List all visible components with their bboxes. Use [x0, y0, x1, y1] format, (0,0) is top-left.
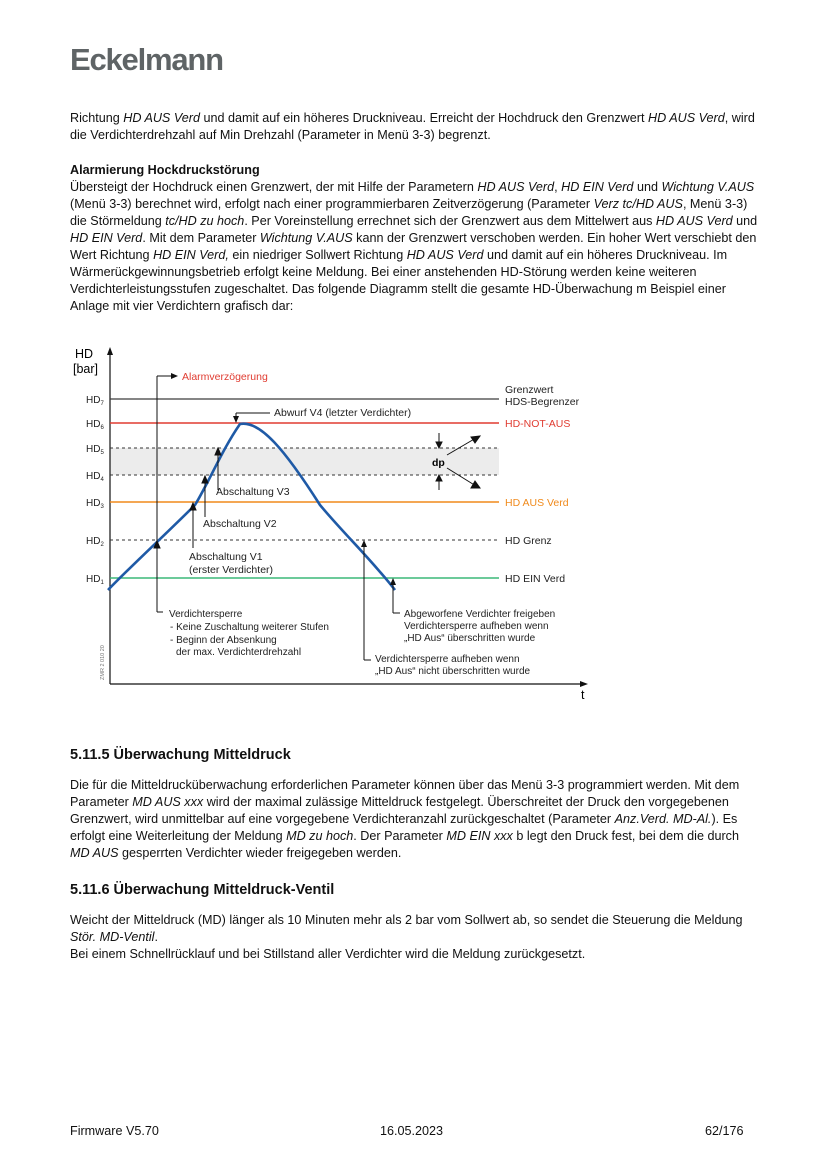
label-hd-aus-verd: HD AUS Verd	[505, 497, 569, 509]
figure-id: ZMR 2 010 20	[100, 645, 106, 680]
svg-text:HD1: $HD_1$	[86, 574, 104, 586]
label-aufheben-2: „HD Aus“ nicht überschritten wurde	[375, 666, 531, 677]
svg-text:HD2: $HD_2$	[86, 536, 104, 548]
label-freigeben-1: Abgeworfene Verdichter freigeben	[404, 609, 556, 620]
svg-text:HD3: $HD_3$	[86, 498, 104, 510]
alarm-section-heading: Alarmierung Hockdruckstörung	[70, 163, 260, 177]
svg-text:HD6: $HD_6$	[86, 419, 104, 431]
section-5116-text: Weicht der Mitteldruck (MD) länger als 10 Minuten mehr als 2 bar vom Sollwert ab, so sendet die Steuerung die Meldung Stör. MD-Ventil. Bei einem Schnellrücklauf und bei Stillstand aller Verdichter wird die Meldung zurückgesetzt.	[70, 913, 743, 961]
label-aufheben-1: Verdichtersperre aufheben wenn	[375, 654, 520, 665]
svg-text:HD5: $HD_5$	[86, 444, 104, 456]
label-alarmverzoegerung: Alarmverzögerung	[182, 371, 268, 383]
svg-text:- Beginn der Absenkung: - Beginn der Absenkung	[170, 635, 277, 646]
alarm-section-text: Übersteigt der Hochdruck einen Grenzwert, der mit Hilfe der Parametern HD AUS Verd, HD EIN Verd und Wichtung V.AUS (Menü 3-3) berechnet wird, erfolgt nach einer programmierbaren Zeitverzögerung (Parameter Verz tc/HD AUS, Menü 3-3) die Störmeldung tc/HD zu hoch. Per Voreinstellung errechnet sich der Grenzwert aus dem Mittelwert aus HD AUS Verd und HD EIN Verd. Mit dem Parameter Wichtung V.AUS kann der Grenzwert verschoben werden. Ein hoher Wert verschiebt den Wert Richtung HD EIN Verd, ein niedriger Sollwert Richtung HD AUS Verd und damit auf ein höheres Druckniveau. Im Wärmerückgewinnungsbetrieb erfolgt keine Meldung. Bei einer anstehenden HD-Störung werden keine weiteren Verdichterleistungsstufen zugeschaltet. Das folgende Diagramm stellt die gesamte HD-Überwachung m Beispiel einer Anlage mit vier Verdichtern grafisch dar:	[70, 180, 758, 313]
footer-firmware: Firmware V5.70	[70, 1124, 159, 1138]
label-abschaltung-v2: Abschaltung V2	[203, 518, 277, 530]
label-hd-not-aus: HD-NOT-AUS	[505, 418, 571, 430]
intro-paragraph: Richtung HD AUS Verd und damit auf ein höheres Druckniveau. Erreicht der Hochdruck den Grenzwert HD AUS Verd, wird die Verdichterdrehzahl auf Min Drehzahl (Parameter in Menü 3-3) begrenzt.	[70, 111, 755, 142]
eckelmann-logo: Eckelmann	[70, 42, 223, 77]
svg-text:- Keine Zuschaltung weiterer S: - Keine Zuschaltung weiterer Stufen	[170, 622, 329, 633]
label-hds-begrenzer: HDS-Begrenzer	[505, 396, 580, 408]
y-axis-unit: [bar]	[73, 362, 99, 376]
label-hd-ein-verd: HD EIN Verd	[505, 573, 566, 585]
dp-label: dp	[432, 457, 445, 469]
label-grenzwert: Grenzwert	[505, 384, 554, 396]
hd-monitoring-diagram	[0, 340, 827, 710]
section-5115-title: 5.11.5 Überwachung Mitteldruck	[70, 747, 291, 763]
label-freigeben-2: Verdichtersperre aufheben wenn	[404, 621, 549, 632]
svg-text:der max. Verdichterdrehzahl: der max. Verdichterdrehzahl	[176, 647, 302, 658]
svg-text:HD4: $HD_4$	[86, 471, 104, 483]
label-abwurf-v4: Abwurf V4 (letzter Verdichter)	[274, 407, 412, 419]
label-abschaltung-v1: Abschaltung V1	[189, 551, 263, 563]
level-labels	[86, 395, 104, 586]
section-5116-title: 5.11.6 Überwachung Mitteldruck-Ventil	[70, 882, 335, 898]
y-axis-label: HD	[75, 347, 94, 361]
footer-page-number: 62/176	[705, 1124, 744, 1138]
alarm-section	[70, 162, 760, 315]
label-erster-verdichter: (erster Verdichter)	[189, 564, 274, 576]
svg-text:HD7: $HD_7$	[86, 395, 104, 407]
footer-date: 16.05.2023	[380, 1124, 444, 1138]
label-hd-grenz: HD Grenz	[505, 535, 552, 547]
x-axis-label: t	[581, 688, 585, 702]
label-freigeben-3: „HD Aus“ überschritten wurde	[404, 633, 536, 644]
svg-text:Verdichtersperre: Verdichtersperre	[169, 609, 243, 620]
label-abschaltung-v3: Abschaltung V3	[216, 486, 290, 498]
verdichtersperre-note	[169, 609, 329, 658]
section-5115-text: Die für die Mitteldrucküberwachung erforderlichen Parameter können über das Menü 3-3 programmiert werden. Mit dem Parameter MD AUS xxx wird der maximal zulässige Mitteldruck festgelegt. Überschreitet der Druck den vorgegebenen Grenzwert, wird unmittelbar auf eine vorgegebene Verdichteranzahl zurückgeschaltet (Parameter Anz.Verd. MD-Al.). Es erfolgt eine Weiterleitung der Meldung MD zu hoch. Der Parameter MD EIN xxx b legt den Druck fest, bei dem die durch MD AUS gesperrten Verdichter wieder freigegeben werden.	[70, 778, 740, 860]
